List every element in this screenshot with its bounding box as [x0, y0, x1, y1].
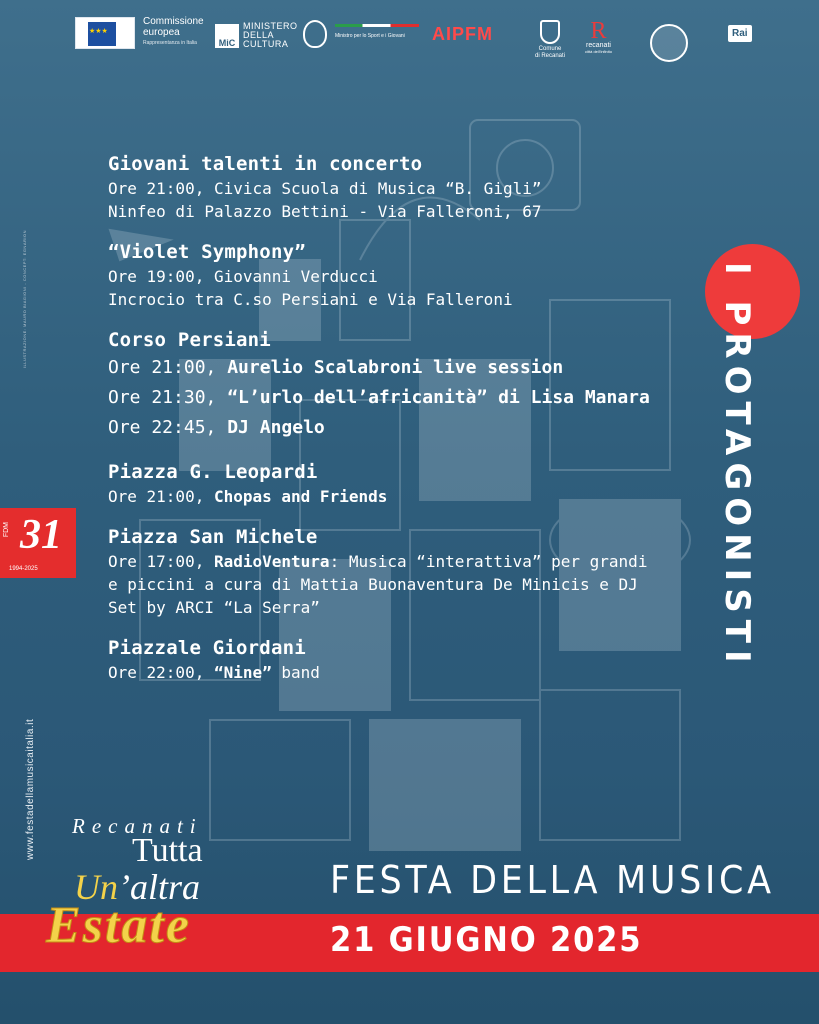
portrait-seal-icon — [650, 24, 688, 62]
event-line: Ore 17:00, RadioVentura: Musica “interattiva” per grandi — [108, 552, 648, 571]
side-title-text: I PROTAGONISTI — [717, 262, 757, 670]
fdm-years: 1994-2025 — [9, 566, 38, 572]
recanati-citta-logo — [585, 20, 612, 54]
event-piazza-leopardi — [108, 459, 708, 508]
brand-un: Un — [74, 867, 118, 907]
logo-bar — [0, 0, 819, 80]
comune-line1: Comune — [538, 46, 562, 52]
event-line: Ore 19:00, Giovanni Verducci — [108, 267, 378, 286]
eu-flag-icon — [75, 17, 135, 49]
brand-altra: ’altra — [118, 867, 201, 907]
event-title: Corso Persiani — [108, 329, 271, 351]
rai-logo: Rai — [728, 25, 752, 42]
event-giovani-talenti — [108, 151, 708, 223]
ministero-line1: MINISTERO — [243, 21, 298, 31]
ministro-sport-text: Ministro per lo Sport e i Giovani — [335, 33, 405, 39]
event-corso-persiani — [108, 327, 708, 443]
event-line: Ore 21:00, Civica Scuola di Musica “B. Gigli” — [108, 179, 542, 198]
side-title — [705, 244, 800, 694]
event-line: Ore 22:45, DJ Angelo — [108, 417, 325, 438]
aipfm-logo: AIPFM — [432, 24, 493, 44]
recanati-sub: città dell'infinito — [585, 49, 612, 54]
festa-title: FESTA DELLA MUSICA — [330, 858, 775, 902]
brand-estate: Estate — [46, 897, 191, 954]
brand-tutta: Tutta — [132, 832, 203, 869]
event-line: Incrocio tra C.so Persiani e Via Falleroni — [108, 290, 513, 309]
program-list — [108, 151, 708, 700]
event-line: Ninfeo di Palazzo Bettini - Via Falleroni, 67 — [108, 202, 542, 221]
website-url: www.festadellamusicaitalia.it — [25, 718, 36, 860]
event-line: Ore 21:00, Chopas and Friends — [108, 487, 388, 506]
fdm-number: 31 — [20, 512, 62, 558]
ministero-line2: DELLA — [243, 30, 275, 40]
illustration-credit: ILLUSTRAZIONE: MAURO BIAGIONI - CONCEPT: EGNARION — [22, 230, 27, 369]
event-line: e piccini a cura di Mattia Buonaventura De Minicis e DJ — [108, 575, 638, 594]
recanati-name: recanati — [586, 42, 611, 49]
event-title: Piazzale Giordani — [108, 637, 306, 659]
crest-icon — [540, 20, 560, 44]
event-title: Giovani talenti in concerto — [108, 153, 423, 175]
commissione-europea-logo — [75, 16, 204, 49]
mic-mark: MiC — [215, 24, 239, 48]
tricolor-line — [335, 24, 419, 27]
comune-recanati-logo — [535, 20, 565, 60]
comune-line2: di Recanati — [535, 53, 566, 59]
event-piazza-san-michele — [108, 524, 708, 619]
event-line: Ore 22:00, “Nine” band — [108, 663, 320, 682]
ministero-line3: CULTURA — [243, 39, 289, 49]
ministro-sport-logo — [335, 24, 419, 39]
event-line: Ore 21:00, Aurelio Scalabroni live session — [108, 357, 564, 378]
event-line: Set by ARCI “La Serra” — [108, 598, 320, 617]
brand-recanati: Recanati — [72, 814, 203, 838]
event-line: Ore 21:30, “L’urlo dell’africanità” di Lisa Manara — [108, 387, 650, 408]
commissione-sub: Rappresentanza in Italia — [143, 40, 197, 46]
event-title: Piazza San Michele — [108, 526, 318, 548]
fdm-label: FDM — [3, 522, 10, 538]
event-date: 21 GIUGNO 2025 — [330, 920, 643, 960]
ministero-cultura-logo — [215, 22, 298, 49]
event-title: “Violet Symphony” — [108, 241, 306, 263]
commissione-line1: Commissione — [143, 16, 204, 27]
repubblica-emblem-icon — [303, 20, 327, 48]
event-title: Piazza G. Leopardi — [108, 461, 318, 483]
fdm-anniversary-badge — [0, 508, 76, 578]
recanati-r-mark: R — [590, 18, 607, 44]
event-violet-symphony — [108, 239, 708, 311]
commissione-line2: europea — [143, 27, 180, 38]
event-piazzale-giordani — [108, 635, 708, 684]
